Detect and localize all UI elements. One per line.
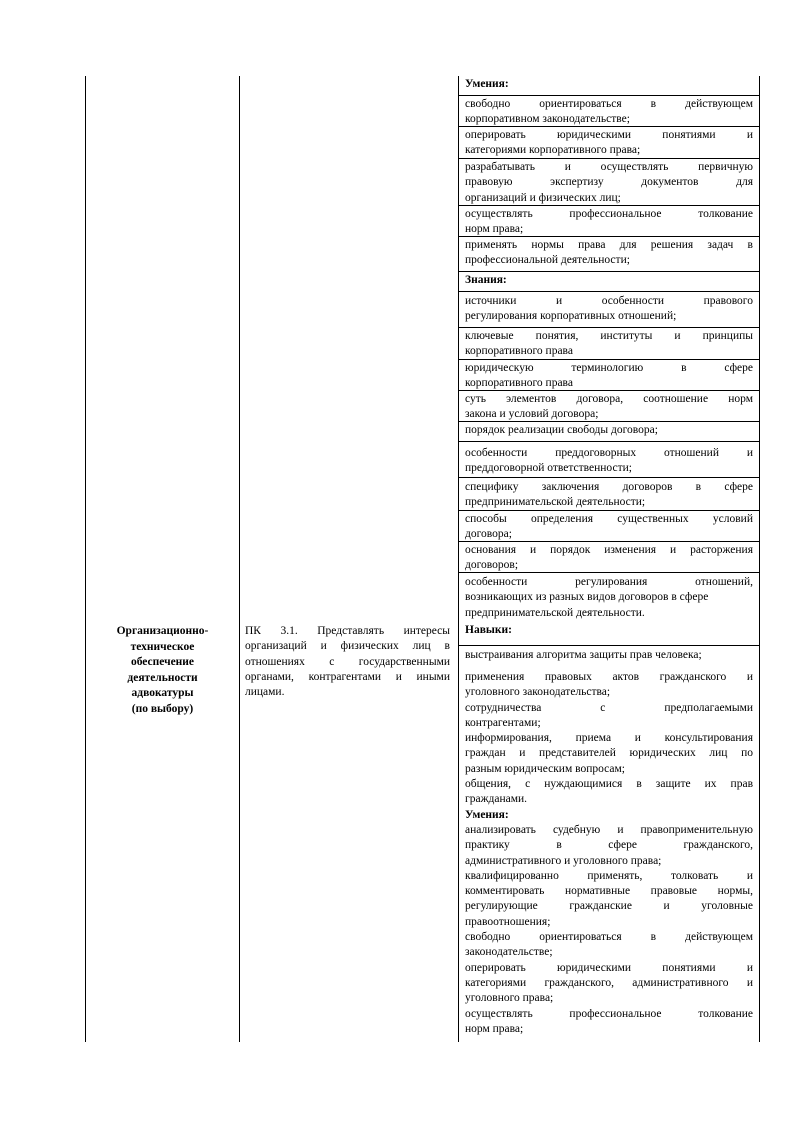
table-right-border [759, 76, 760, 1042]
row-rule [458, 645, 760, 646]
discipline-title-line: деятельности [127, 671, 198, 684]
results-item [465, 238, 753, 269]
row-rule [458, 327, 760, 328]
discipline-title-line: обеспечение [130, 656, 195, 668]
item-line: регулирующие гражданские и уголовные [465, 900, 753, 913]
item-line: корпоративного права [465, 345, 573, 358]
item-line: уголовного законодательства; [465, 686, 611, 699]
results-item [465, 160, 753, 206]
item-line: особенности преддоговорных отношений и [465, 447, 753, 459]
item-line: общения, с нуждающимися в защите их прав [465, 778, 753, 791]
discipline-title-line: техническое [130, 640, 195, 653]
item-line: категориями гражданского, административного и [465, 976, 753, 989]
results-item [465, 128, 753, 159]
results-item [465, 480, 753, 511]
section-heading: Навыки: [465, 624, 512, 636]
item-line: оперировать юридическими понятиями и [465, 129, 753, 141]
results-continuation [465, 670, 753, 1037]
item-line: сотрудничества с предполагаемыми [465, 701, 753, 714]
table-left-border [85, 76, 86, 1042]
item-line: уголовного права; [465, 992, 554, 1005]
item-line: оперировать юридическими понятиями и [465, 961, 753, 974]
item-line: регулирования корпоративных отношений; [465, 310, 677, 323]
item-line: возникающих из разных видов договоров в сфере [465, 591, 709, 604]
item-line: ключевые понятия, институты и принципы [465, 330, 753, 342]
item-line: суть элементов договора, соотношение норм [465, 393, 753, 405]
item-line: административного и уголовного права; [465, 854, 662, 867]
item-line: договоров; [465, 559, 519, 572]
results-item [465, 423, 753, 438]
item-line: основания и порядок изменения и расторжения [465, 544, 753, 556]
item-line: норм права; [465, 1022, 524, 1035]
item-line: корпоративном законодательстве; [465, 113, 630, 126]
item-line: специфику заключения договоров в сфере [465, 481, 753, 493]
discipline-title-line: Организационно- [116, 625, 209, 637]
competence-line: органами, контрагентами и иными [245, 670, 450, 683]
item-line: граждан и представителей юридических лиц по [465, 747, 753, 760]
item-line: правоотношения; [465, 915, 551, 928]
row-rule [458, 291, 760, 292]
item-line: свободно ориентироваться в действующем [465, 98, 753, 110]
item-line: информирования, приема и консультирования [465, 732, 753, 745]
discipline-title-line: (по выбору) [131, 702, 194, 715]
item-line: порядок реализации свободы договора; [465, 424, 658, 436]
item-line: разным юридическим вопросам; [465, 762, 625, 775]
results-item [465, 512, 753, 543]
item-line: правовую экспертизу документов для [465, 176, 753, 189]
item-line: преддоговорной ответственности; [465, 462, 632, 475]
item-line: контрагентами; [465, 716, 541, 729]
item-line: предпринимательской деятельности. [465, 606, 645, 619]
item-line: свободно ориентироваться в действующем [465, 931, 753, 944]
competence-line: лицами. [245, 686, 285, 699]
item-line: практику в сфере гражданского, [465, 839, 753, 852]
competence-line: организаций и физических лиц в [245, 640, 450, 653]
item-line: категориями корпоративного права; [465, 144, 641, 157]
competence-line: отношениях с государственными [245, 655, 450, 668]
results-header-skills [465, 77, 753, 92]
results-header-knowledge [465, 273, 753, 288]
results-item [465, 575, 753, 621]
item-line: предпринимательской деятельности; [465, 496, 646, 509]
row-rule [458, 441, 760, 442]
item-line: осуществлять профессиональное толкование [465, 208, 753, 220]
results-item [465, 329, 753, 360]
competence-line: ПК 3.1. Представлять интересы [245, 625, 450, 637]
item-line: особенности регулирования отношений, [465, 576, 753, 588]
item-line: источники и особенности правового [465, 295, 753, 307]
item-line: договора; [465, 528, 512, 541]
row-rule [458, 477, 760, 478]
table-column-divider-1 [239, 76, 240, 1042]
section-heading: Умения: [465, 78, 509, 90]
item-line: гражданами. [465, 793, 528, 806]
results-item [465, 446, 753, 477]
section-heading: Знания: [465, 274, 507, 286]
item-line: применения правовых актов гражданского и [465, 671, 753, 683]
item-line: закона и условий договора; [465, 408, 599, 421]
item-line: способы определения существенных условий [465, 513, 753, 525]
row-rule [458, 95, 760, 96]
row-rule [458, 271, 760, 272]
results-item [465, 207, 753, 238]
item-line: норм права; [465, 223, 524, 236]
results-item [465, 361, 753, 392]
item-line: организаций и физических лиц; [465, 191, 621, 204]
results-header-abilities [465, 623, 753, 638]
results-item [465, 392, 753, 423]
discipline-title-line: адвокатуры [131, 687, 194, 699]
competence-text [245, 624, 450, 700]
item-line: квалифицированно применять, толковать и [465, 869, 753, 882]
item-line: профессиональной деятельности; [465, 254, 630, 267]
results-item [465, 648, 753, 663]
item-line: анализировать судебную и правоприменительную [465, 823, 753, 836]
results-item [465, 97, 753, 128]
item-line: применять нормы права для решения задач в [465, 239, 753, 251]
item-line: осуществлять профессиональное толкование [465, 1007, 753, 1020]
item-line: разрабатывать и осуществлять первичную [465, 161, 753, 173]
item-line: корпоративного права [465, 377, 573, 390]
section-heading: Умения: [465, 808, 509, 821]
table-column-divider-2 [458, 76, 459, 1042]
item-line: комментировать нормативные правовые нормы, [465, 885, 753, 898]
item-line: юридическую терминологию в сфере [465, 362, 753, 374]
item-line: законодательстве; [465, 946, 553, 959]
item-line: выстраивания алгоритма защиты прав человека; [465, 649, 702, 661]
discipline-title [86, 624, 239, 717]
results-item [465, 294, 753, 325]
results-item [465, 543, 753, 574]
